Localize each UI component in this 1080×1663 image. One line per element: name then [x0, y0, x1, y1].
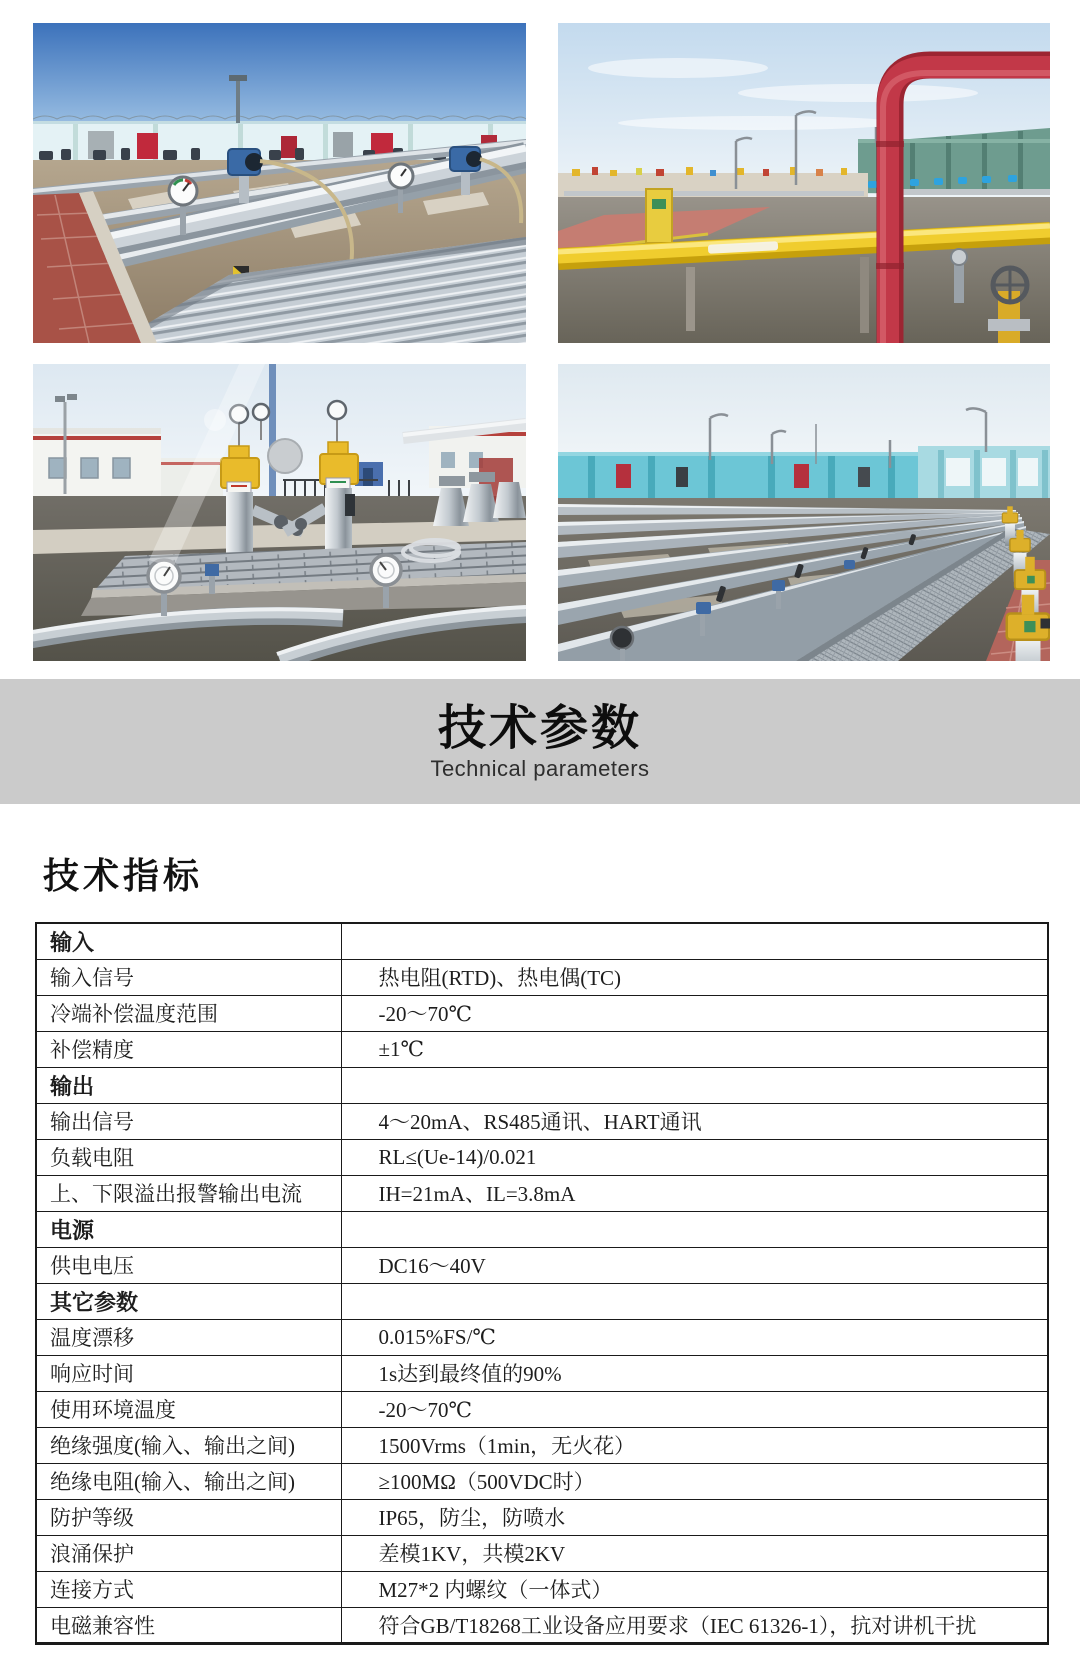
spec-table-body — [36, 923, 1048, 1643]
spec-row — [36, 1499, 1048, 1535]
site-photo-1 — [33, 23, 526, 343]
spec-label: 电磁兼容性 — [36, 1607, 341, 1643]
spec-value: ≥100MΩ（500VDC时） — [341, 1463, 1048, 1499]
banner-title: 技术参数 — [437, 701, 642, 755]
site-photo-3 — [33, 364, 526, 661]
site-photo-4 — [558, 364, 1050, 661]
spec-label: 电源 — [36, 1211, 341, 1247]
spec-table — [35, 922, 1049, 1645]
spec-label: 负载电阻 — [36, 1139, 341, 1175]
spec-value: 热电阻(RTD)、热电偶(TC) — [341, 959, 1048, 995]
site-photo-2 — [558, 23, 1050, 343]
spec-row — [36, 1571, 1048, 1607]
spec-row — [36, 1319, 1048, 1355]
spec-row — [36, 995, 1048, 1031]
spec-value — [341, 1067, 1048, 1103]
spec-value: M27*2 内螺纹（一体式） — [341, 1571, 1048, 1607]
spec-label: 绝缘电阻(输入、输出之间) — [36, 1463, 341, 1499]
spec-label: 输出 — [36, 1067, 341, 1103]
spec-label: 响应时间 — [36, 1355, 341, 1391]
spec-label: 浪涌保护 — [36, 1535, 341, 1571]
spec-section-row — [36, 1211, 1048, 1247]
spec-row — [36, 1427, 1048, 1463]
spec-label: 其它参数 — [36, 1283, 341, 1319]
spec-value: DC16～40V — [341, 1247, 1048, 1283]
spec-label: 使用环境温度 — [36, 1391, 341, 1427]
spec-label: 温度漂移 — [36, 1319, 341, 1355]
spec-value — [341, 1283, 1048, 1319]
spec-row — [36, 1247, 1048, 1283]
spec-label: 输出信号 — [36, 1103, 341, 1139]
banner-subtitle: Technical parameters — [430, 755, 650, 781]
spec-label: 防护等级 — [36, 1499, 341, 1535]
spec-value: IP65，防尘，防喷水 — [341, 1499, 1048, 1535]
spec-value: 1s达到最终值的90% — [341, 1355, 1048, 1391]
spec-label: 连接方式 — [36, 1571, 341, 1607]
spec-label: 输入 — [36, 923, 341, 959]
spec-value: 0.015%FS/℃ — [341, 1319, 1048, 1355]
spec-value — [341, 1211, 1048, 1247]
spec-row — [36, 1355, 1048, 1391]
spec-value: 4～20mA、RS485通讯、HART通讯 — [341, 1103, 1048, 1139]
spec-label: 供电电压 — [36, 1247, 341, 1283]
spec-label: 绝缘强度(输入、输出之间) — [36, 1427, 341, 1463]
spec-value: RL≤(Ue-14)/0.021 — [341, 1139, 1048, 1175]
spec-row — [36, 1139, 1048, 1175]
spec-section-row — [36, 923, 1048, 959]
spec-row — [36, 1535, 1048, 1571]
spec-row — [36, 1031, 1048, 1067]
spec-label: 输入信号 — [36, 959, 341, 995]
spec-value: 差模1KV，共模2KV — [341, 1535, 1048, 1571]
spec-value: ±1℃ — [341, 1031, 1048, 1067]
spec-row — [36, 1391, 1048, 1427]
spec-section-row — [36, 1283, 1048, 1319]
section-banner — [0, 679, 1080, 804]
spec-value: IH=21mA、IL=3.8mA — [341, 1175, 1048, 1211]
photo-grid — [0, 0, 1080, 661]
specs-heading: 技术指标 — [43, 855, 204, 896]
spec-table-wrap — [35, 922, 1049, 1645]
spec-value — [341, 923, 1048, 959]
spec-value: 符合GB/T18268工业设备应用要求（IEC 61326-1），抗对讲机干扰 — [341, 1607, 1048, 1643]
spec-label: 冷端补偿温度范围 — [36, 995, 341, 1031]
spec-row — [36, 1463, 1048, 1499]
spec-row — [36, 1175, 1048, 1211]
spec-value: -20～70℃ — [341, 1391, 1048, 1427]
spec-section-row — [36, 1067, 1048, 1103]
spec-value: 1500Vrms（1min，无火花） — [341, 1427, 1048, 1463]
spec-label: 上、下限溢出报警输出电流 — [36, 1175, 341, 1211]
spec-value: -20～70℃ — [341, 995, 1048, 1031]
spec-row — [36, 1607, 1048, 1643]
spec-label: 补偿精度 — [36, 1031, 341, 1067]
spec-row — [36, 1103, 1048, 1139]
spec-row — [36, 959, 1048, 995]
